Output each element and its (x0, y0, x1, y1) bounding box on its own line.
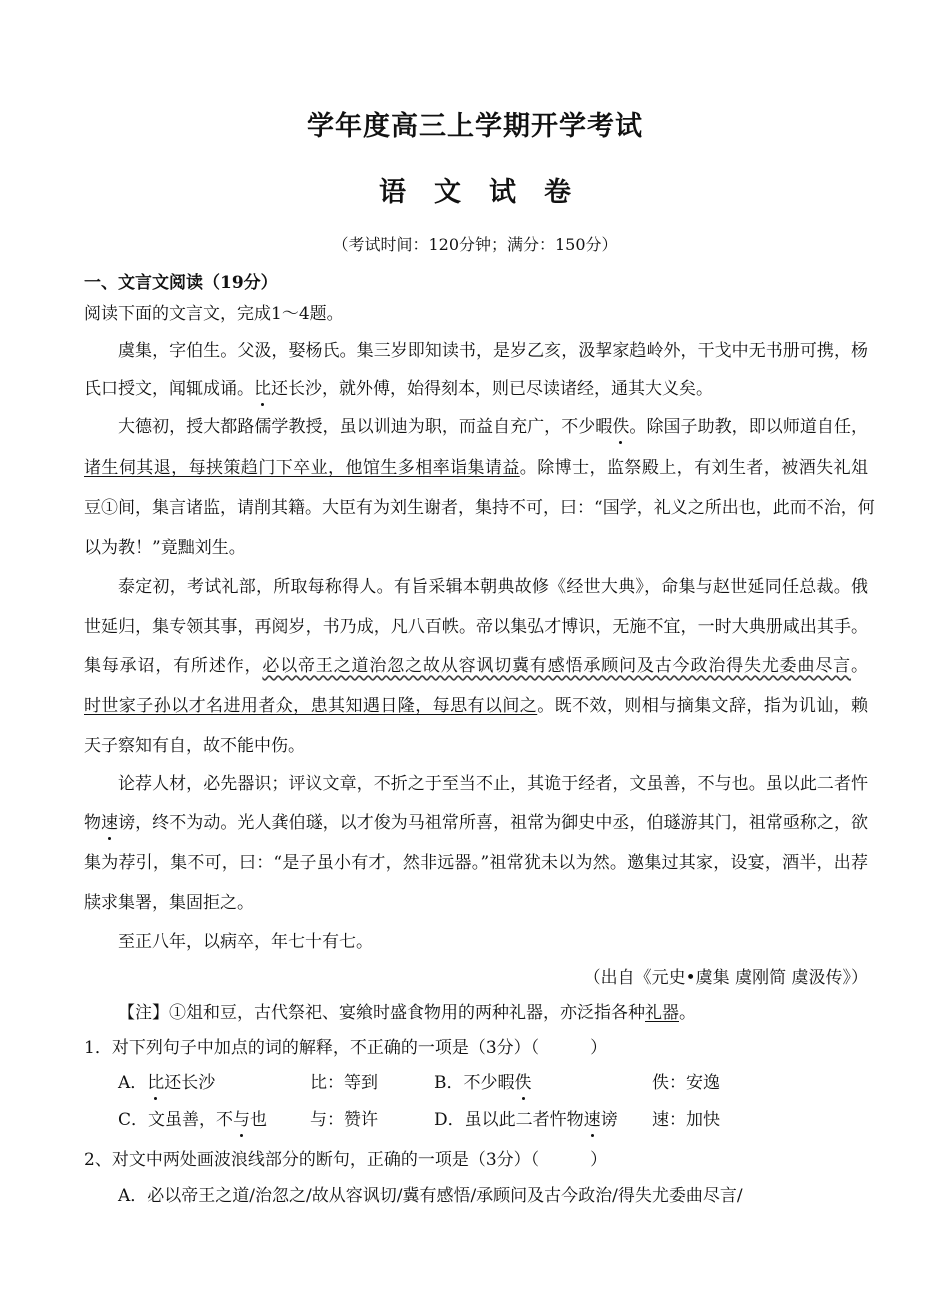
p3-line2: 世延归，集专领其事，再阅岁，书乃成，凡八百帙。帝以集弘才博识，无施不宜，一时大典册咸出其手。 (84, 617, 868, 637)
option-label: A． (118, 1073, 148, 1093)
question-2-stem: 2、对文中两处画波浪线部分的断句，正确的一项是（3分）（ ） (84, 1150, 608, 1170)
option-text: B．不少暇 (434, 1073, 515, 1093)
option-text: 还长沙 (164, 1073, 216, 1093)
footnote (84, 1001, 868, 1025)
source-citation: （出自《元史•虞集 虞刚简 虞汲传》） (583, 968, 868, 988)
p1-line1: 虞集，字伯生。父汲，娶杨氏。集三岁即知读书，是岁乙亥，汲挈家趋岭外，干戈中无书册可携，杨 (118, 341, 868, 361)
dotted-char: 佚 (514, 1073, 532, 1093)
footnote-underlined: 礼器 (645, 1003, 679, 1023)
q1-option-c (118, 1108, 267, 1132)
q1-option-d (434, 1108, 618, 1132)
q1-option-b-gloss: 佚：安逸 (652, 1073, 720, 1093)
p3-text: 。既不效，则相与摘集文辞，指为讥讪，赖 (537, 696, 869, 716)
p3-text: 。 (851, 656, 869, 676)
p3-text: 集每承诏，有所述作， (84, 656, 263, 676)
p2-text: 。除国子助教，即以师道自任， (629, 417, 869, 437)
exam-info: （考试时间：120分钟；满分：150分） (332, 235, 618, 254)
p4-line2 (84, 811, 868, 835)
question-1-stem: 1．对下列句子中加点的词的解释，不正确的一项是（3分）（ ） (84, 1038, 608, 1058)
p2-line1 (84, 415, 868, 439)
p4-line4: 牍求集署，集固拒之。 (84, 893, 254, 913)
dotted-char: 速 (583, 1110, 601, 1130)
q1-option-c-gloss: 与：赞许 (310, 1110, 378, 1130)
p2-line2 (84, 456, 868, 480)
dotted-char: 与 (233, 1110, 251, 1130)
p1-text: 氏口授文，闻辄成诵。 (84, 379, 254, 399)
wavy-underlined-passage: 必以帝王之道治忽之故从容讽切冀有感悟承顾问及古今政治得失尤委曲尽言 (262, 656, 852, 676)
q1-option-d-gloss: 速：加快 (652, 1110, 720, 1130)
p5-line: 至正八年，以病卒，年七十有七。 (118, 932, 373, 952)
p1-line2 (84, 377, 868, 401)
dotted-char: 比 (254, 379, 271, 399)
p2-text: 大德初，授大都路儒学教授，虽以训迪为职，而益自充广，不少暇 (118, 417, 613, 437)
p4-text: 物 (84, 813, 102, 833)
p2-text: 。除博士，监祭殿上，有刘生者，被酒失礼俎 (519, 458, 869, 478)
option-text: 也 (250, 1110, 268, 1130)
dotted-char: 比 (147, 1073, 165, 1093)
footnote-text: 【注】①俎和豆，古代祭祀、宴飨时盛食物用的两种礼器，亦泛指各种 (118, 1003, 645, 1023)
p2-line4: 以为教！”竟黜刘生。 (84, 538, 246, 558)
instruction: 阅读下面的文言文，完成1～4题。 (84, 304, 344, 324)
dotted-char: 佚 (612, 417, 630, 437)
dotted-char: 速 (101, 813, 119, 833)
p4-line1: 论荐人材，必先器识；评议文章，不折之于至当不止，其诡于经者，文虽善，不与也。虽以此二者忤 (118, 774, 868, 794)
option-text: 谤 (600, 1110, 618, 1130)
q1-option-a-gloss: 比：等到 (310, 1073, 378, 1093)
q1-option-b (434, 1071, 532, 1095)
p3-line4 (84, 694, 868, 718)
section-heading: 一、文言文阅读（19分） (84, 273, 278, 293)
p4-line3: 集为荐引，集不可，曰：“是子虽小有才，然非远器。”祖常犹未以为然。邀集过其家，设宴，酒半，出荐 (84, 853, 868, 873)
p2-line3: 豆①间，集言诸监，请削其籍。大臣有为刘生谢者，集持不可，曰：“国学，礼义之所出也，此而不治，何 (84, 498, 875, 518)
p3-line5: 天子察知有自，故不能中伤。 (84, 736, 305, 756)
underlined-sentence: 时世家子孙以才名进用者众，患其知遇日隆，每思有以间之 (84, 696, 538, 716)
p4-text: 谤，终不为动。光人龚伯璲，以才俊为马祖常所喜，祖常为御史中丞，伯璲游其门，祖常亟称之，欲 (118, 813, 869, 833)
p3-line1: 泰定初，考试礼部，所取每称得人。有旨采辑本朝典故修《经世大典》，命集与赵世延同任总裁。俄 (118, 577, 868, 597)
q2-option-a: A．必以帝王之道/治忽之/故从容讽切/冀有感悟/承顾问及古今政治/得失尤委曲尽言/ (118, 1186, 743, 1206)
underlined-sentence: 诸生伺其退，每挟策趋门下卒业，他馆生多相率诣集请益 (84, 458, 520, 478)
exam-subtitle: 语文试卷 (379, 177, 599, 208)
exam-title: 学年度高三上学期开学考试 (307, 111, 643, 142)
p3-line3 (84, 654, 868, 678)
q1-option-a (118, 1071, 215, 1095)
p1-text: 还长沙，就外傅，始得刻本，则已尽读诸经，通其大义矣。 (271, 379, 713, 399)
footnote-text: 。 (679, 1003, 696, 1023)
option-text: C．文虽善，不 (118, 1110, 234, 1130)
option-text: D．虽以此二者忤物 (434, 1110, 584, 1130)
